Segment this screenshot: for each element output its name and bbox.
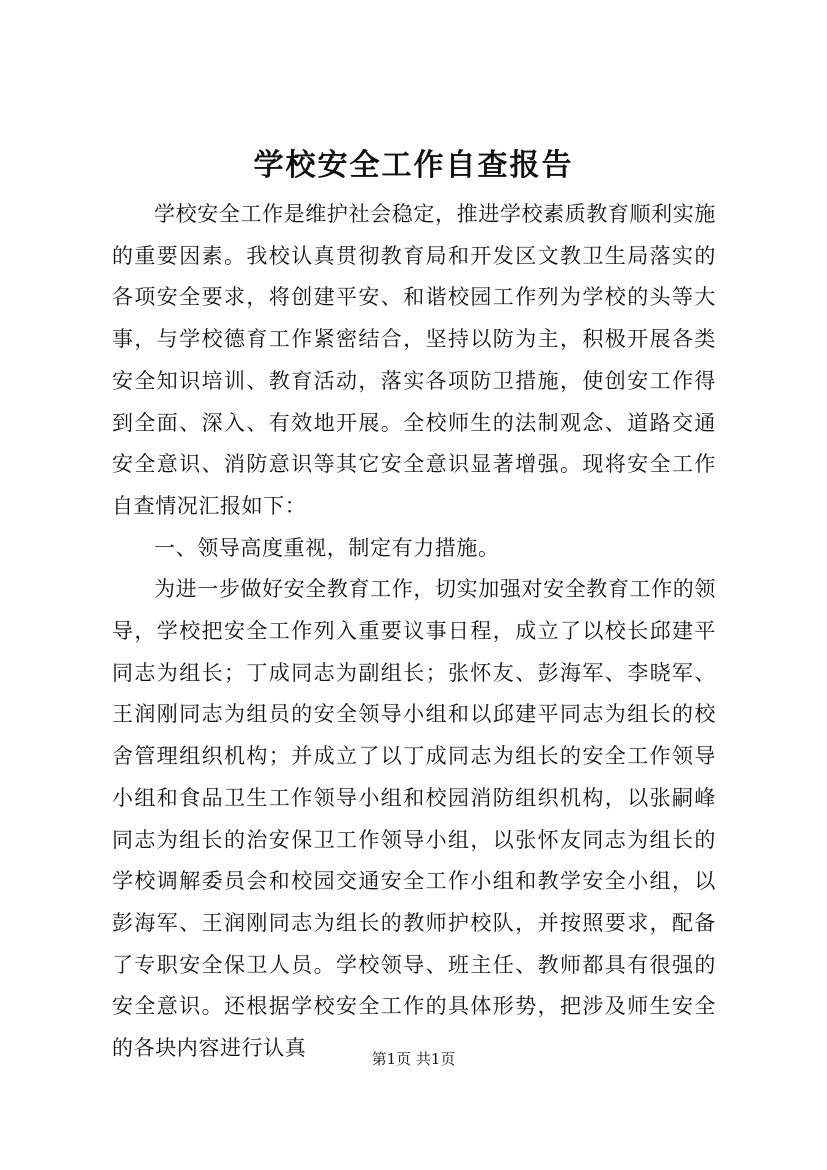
document-body (112, 194, 716, 1070)
paragraph-organization: 为进一步做好安全教育工作，切实加强对安全教育工作的领导，学校把安全工作列入重要议事日程，成立了以校长邱建平同志为组长；丁成同志为副组长；张怀友、彭海军、李晓军、王润刚同志为组员的安全领导小组和以邱建平同志为组长的校舍管理组织机构；并成立了以丁成同志为组长的安全工作领导小组和食品卫生工作领导小组和校园消防组织机构，以张嗣峰同志为组长的治安保卫工作领导小组，以张怀友同志为组长的学校调解委员会和校园交通安全工作小组和教学安全小组，以彭海军、王润刚同志为组长的教师护校队，并按照要求，配备了专职安全保卫人员。学校领导、班主任、教师都具有很强的安全意识。还根据学校安全工作的具体形势，把涉及师生安全的各块内容进行认真 (112, 577, 716, 1061)
section-heading: 一、领导高度重视，制定有力措施。 (154, 535, 500, 560)
document-title: 学校安全工作自查报告 (253, 148, 574, 183)
paragraph-intro: 学校安全工作是维护社会稳定，推进学校素质教育顺利实施的重要因素。我校认真贯彻教育局和开发区文教卫生局落实的各项安全要求，将创建平安、和谐校园工作列为学校的头等大事，与学校德育工作紧密结合，坚持以防为主，积极开展各类安全知识培训、教育活动，落实各项防卫措施，使创安工作得到全面、深入、有效地开展。全校师生的法制观念、道路交通安全意识、消防意识等其它安全意识显著增强。现将安全工作自查情况汇报如下： (112, 202, 716, 518)
page-footer: 第1页 共1页 (371, 1050, 456, 1068)
